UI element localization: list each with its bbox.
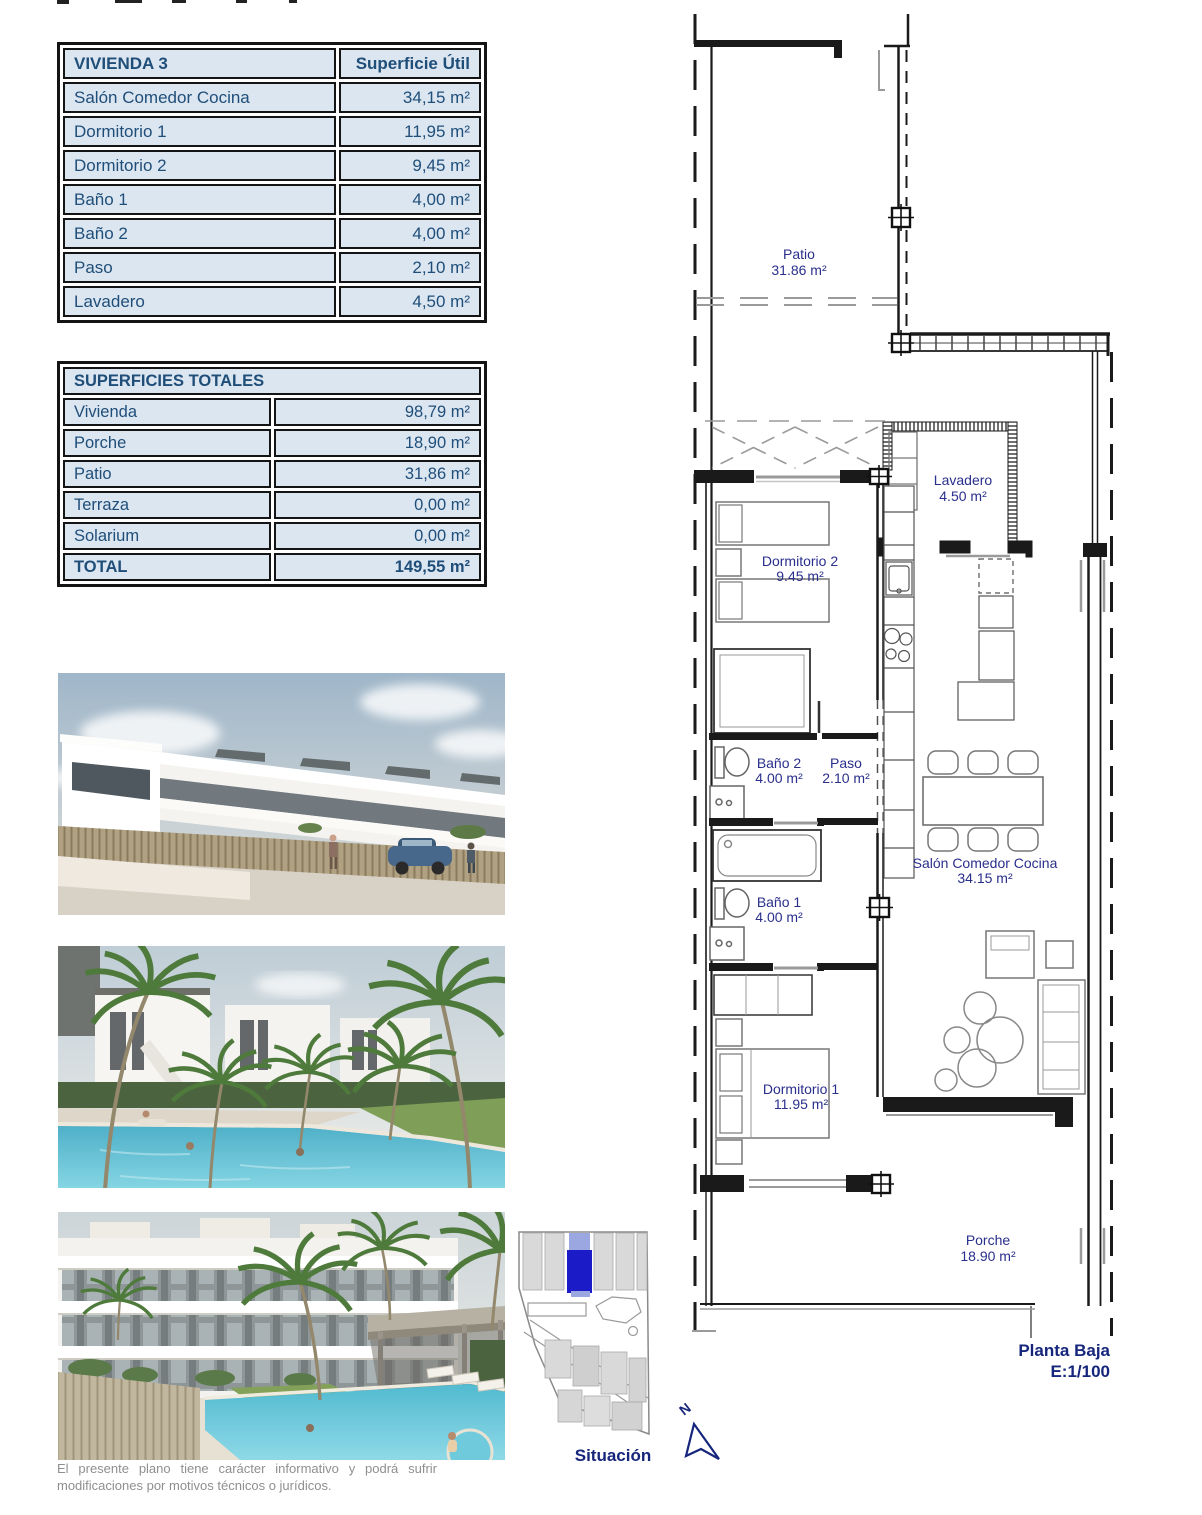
row-label: Terraza — [63, 491, 271, 519]
room-area-paso: 2.10 m² — [822, 770, 870, 786]
plan-scale: E:1/100 — [1050, 1362, 1110, 1381]
row-value: 4,00 m² — [339, 218, 481, 249]
rug-circles — [935, 992, 1023, 1091]
room-label-porche: Porche — [965, 1232, 1011, 1248]
crossed-box — [705, 421, 885, 468]
room-label-dormitorio2: Dormitorio 2 — [761, 553, 839, 569]
room-label-bano1: Baño 1 — [756, 894, 802, 910]
table-title: VIVIENDA 3 — [63, 48, 336, 79]
room-area-bano1: 4.00 m² — [755, 909, 803, 925]
room-area-porche: 18.90 m² — [960, 1248, 1016, 1264]
room-area-bano2: 4.00 m² — [755, 770, 803, 786]
row-value: 98,79 m² — [274, 398, 482, 426]
plan-caption: Planta Baja — [1018, 1341, 1110, 1360]
right-wall — [1081, 351, 1107, 1306]
total-label: TOTAL — [63, 553, 271, 581]
floor-plan — [692, 14, 1112, 1381]
photo-pool-garden — [58, 939, 510, 1190]
highlighted-parcel — [567, 1233, 592, 1297]
room-label-dormitorio1: Dormitorio 1 — [762, 1081, 840, 1097]
site-map-label: Situación — [574, 1446, 652, 1465]
row-label: Patio — [63, 460, 271, 488]
top-window-wall — [910, 334, 1110, 356]
bather — [448, 1432, 457, 1452]
row-value: 0,00 m² — [274, 491, 482, 519]
salon-furniture — [923, 751, 1085, 1094]
row-value: 4,50 m² — [339, 286, 481, 317]
row-label: Porche — [63, 429, 271, 457]
room-area-lavadero: 4.50 m² — [939, 488, 987, 504]
row-label: Lavadero — [63, 286, 336, 317]
row-value: 11,95 m² — [339, 116, 481, 147]
patio-divider — [696, 298, 897, 305]
room-label-lavadero: Lavadero — [933, 472, 993, 488]
room-label-paso: Paso — [830, 755, 862, 771]
cropped-top-ticks — [57, 0, 297, 4]
room-area-dormitorio2: 9.45 m² — [776, 568, 824, 584]
row-label: Paso — [63, 252, 336, 283]
row-value: 4,00 m² — [339, 184, 481, 215]
row-label: Solarium — [63, 522, 271, 550]
room-area-patio: 31.86 m² — [771, 262, 827, 278]
table-header-value: Superficie Útil — [339, 48, 481, 79]
row-label: Dormitorio 1 — [63, 116, 336, 147]
table-title: SUPERFICIES TOTALES — [63, 367, 481, 395]
room-label-salon: Salón Comedor Cocina — [912, 855, 1058, 871]
photo-exterior-street — [50, 673, 525, 915]
dormitorio2 — [694, 470, 878, 740]
north-arrow — [676, 1400, 719, 1459]
disclaimer-text: El presente plano tiene carácter informativo y podrá sufrir modificaciones por motivos técnicos o jurídicos. — [57, 1461, 437, 1493]
row-label: Salón Comedor Cocina — [63, 82, 336, 113]
room-area-dormitorio1: 11.95 m² — [773, 1096, 829, 1112]
row-label: Vivienda — [63, 398, 271, 426]
side-table — [1046, 941, 1073, 968]
row-value: 0,00 m² — [274, 522, 482, 550]
row-value: 9,45 m² — [339, 150, 481, 181]
row-value: 34,15 m² — [339, 82, 481, 113]
room-area-salon: 34.15 m² — [957, 870, 1013, 886]
wardrobe — [714, 649, 810, 733]
fridge — [979, 559, 1013, 593]
row-label: Baño 1 — [63, 184, 336, 215]
row-value: 18,90 m² — [274, 429, 482, 457]
row-value: 2,10 m² — [339, 252, 481, 283]
site-map — [519, 1232, 651, 1465]
spine-wall — [878, 483, 884, 1097]
total-value: 149,55 m² — [274, 553, 482, 581]
row-value: 31,86 m² — [274, 460, 482, 488]
row-label: Dormitorio 2 — [63, 150, 336, 181]
dining-table — [923, 777, 1043, 825]
room-label-patio: Patio — [783, 246, 815, 262]
north-letter: N — [675, 1399, 694, 1419]
row-label: Baño 2 — [63, 218, 336, 249]
room-label-bano2: Baño 2 — [756, 755, 802, 771]
photo-apartments-pool — [58, 1199, 564, 1474]
